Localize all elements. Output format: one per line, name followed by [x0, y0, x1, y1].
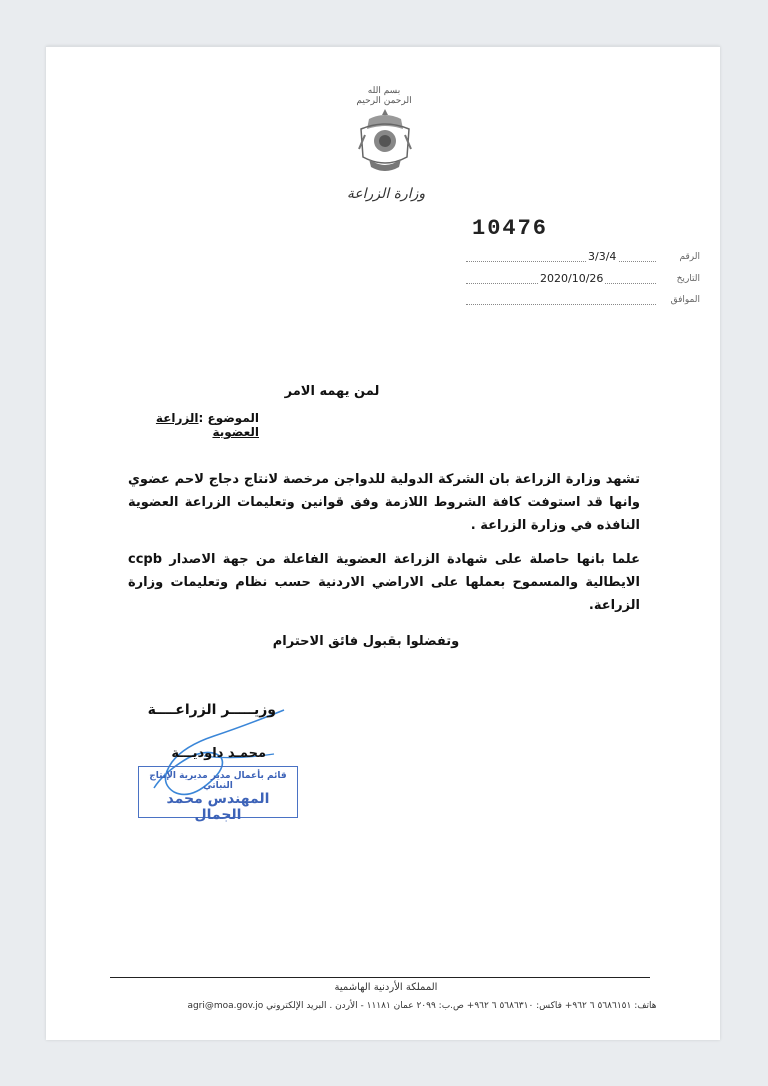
stamp-line-2: المهندس محمد الجمال — [166, 791, 270, 823]
meta-number-value: 3/3/4 — [588, 250, 617, 263]
subject-value: الزراعة العضوية — [155, 411, 259, 439]
letter-page — [46, 46, 720, 1040]
letter-heading: لمن يهمه الامر — [284, 384, 380, 399]
footer-contact: هاتف: ٥٦٨٦١٥١ ٦ ٩٦٢+ فاكس: ٥٦٨٦٣١٠ ٦ ٩٦٢+ ص.ب: ٢٠٩٩ عمان ١١١٨١ - الأردن . البريد الإلكتروني agri@moa.gov.jo — [187, 1001, 657, 1011]
dotted-line — [466, 261, 656, 262]
meta-date-row — [466, 274, 700, 290]
ministry-logotype: وزارة الزراعة — [346, 186, 426, 202]
signatory-title: وزيـــــر الزراعــــة — [147, 702, 276, 718]
page-edge — [46, 46, 720, 47]
meta-number-label: الرقم — [679, 252, 700, 262]
signatory-name: محمـد داوديـــة — [171, 746, 266, 761]
meta-corresponding-label: الموافق — [670, 295, 700, 305]
coat-of-arms-icon — [355, 105, 415, 177]
stamp-line-1: قائم بأعمال مدير مديرية الإنتاج النباتي — [149, 771, 287, 791]
meta-date-value: 2020/10/26 — [540, 272, 604, 285]
meta-corresponding-row — [466, 295, 700, 311]
footer-country: المملكة الأردنية الهاشمية — [334, 982, 438, 993]
closing-line: وتفضلوا بقبول فائق الاحترام — [272, 634, 460, 649]
basmala: بسم الله الرحمن الرحيم — [356, 86, 412, 106]
meta-number-row — [466, 252, 700, 268]
subject-label: الموضوع : — [198, 411, 259, 425]
meta-date-label: التاريخ — [676, 274, 700, 284]
official-stamp — [138, 766, 298, 823]
body-paragraph: علما بانها حاصلة على شهادة الزراعة العضوية الفاعلة من جهة الاصدار ccpb الايطالية والمسموح بعملها على الاراضي الاردنية حسب نظام وتعليمات وزارة الزراعة. — [128, 552, 640, 613]
letter-subject — [106, 411, 259, 439]
reference-number: 10476 — [472, 216, 549, 241]
dotted-line — [466, 304, 656, 305]
footer-divider — [110, 977, 650, 978]
body-paragraph: تشهد وزارة الزراعة بان الشركة الدولية للدواجن مرخصة لانتاج دجاج لاحم عضوي وانها قد استوفت كافة الشروط اللازمة وفق قوانين وتعليمات الزراعة العضوية النافذه في وزارة الزراعة . — [128, 472, 640, 533]
